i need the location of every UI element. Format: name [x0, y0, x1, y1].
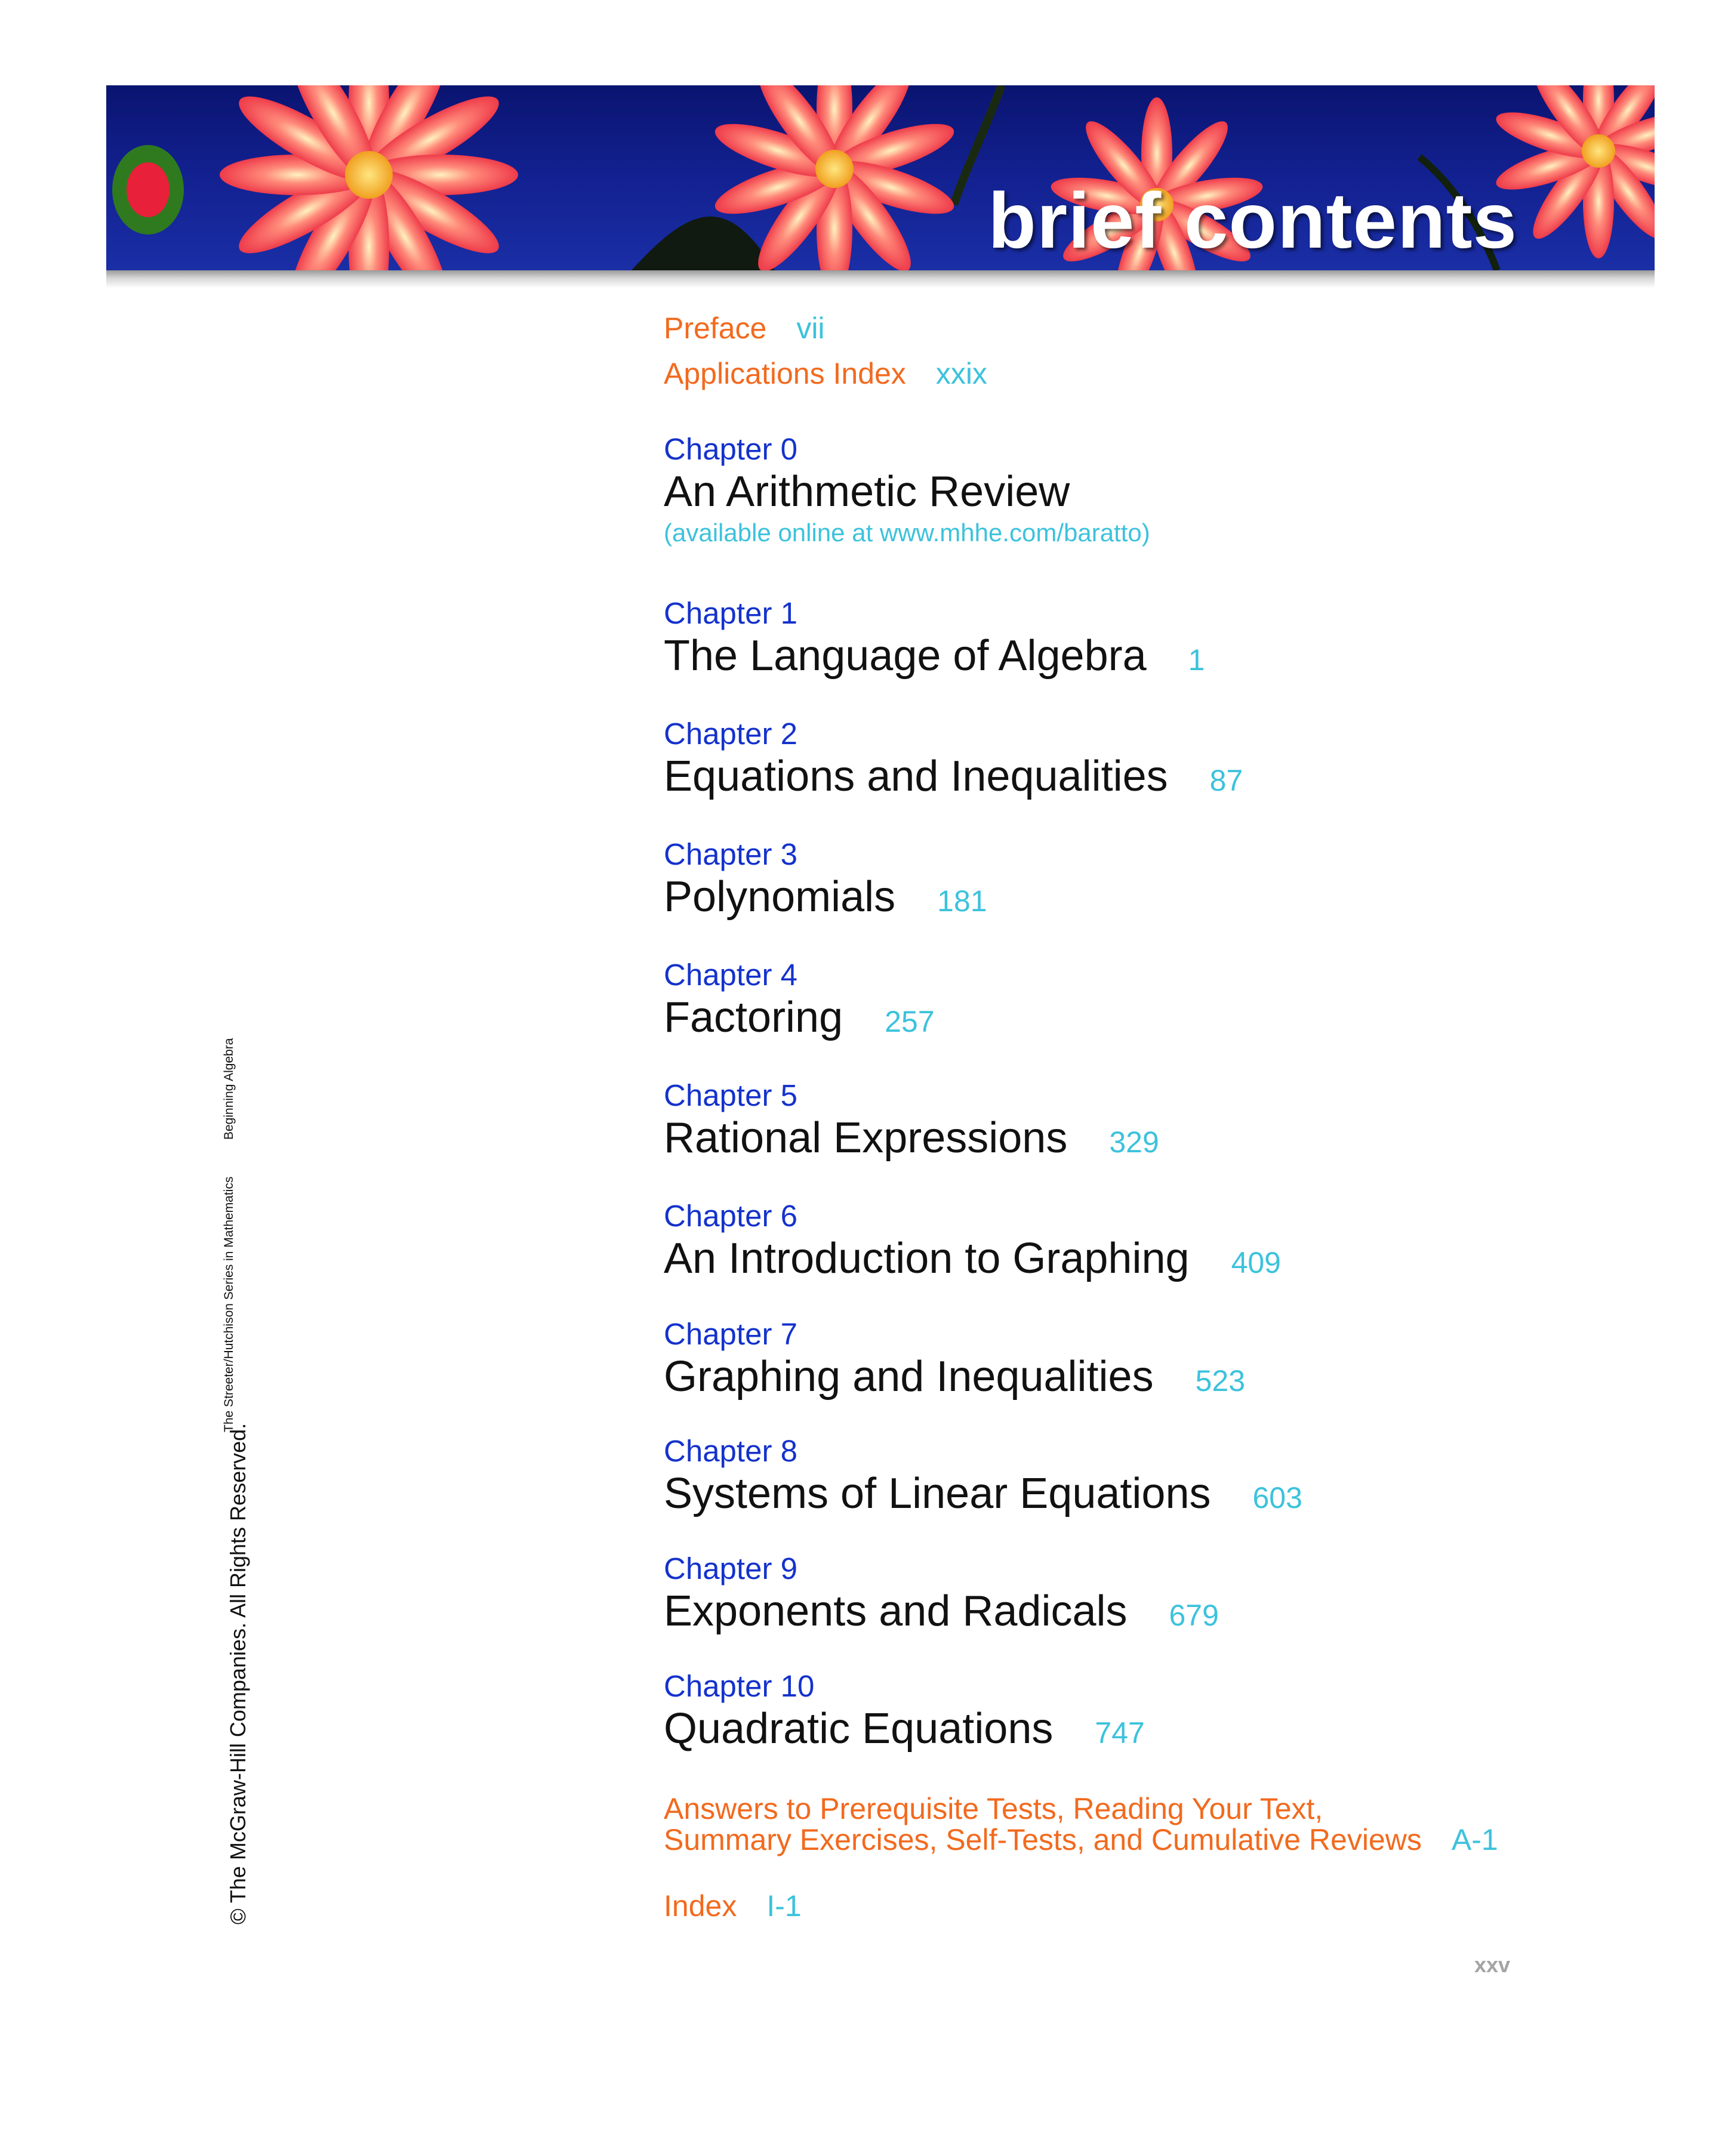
header-banner [106, 85, 1655, 270]
index-page-number: I-1 [766, 1889, 802, 1923]
toc-entry-index[interactable] [664, 1888, 802, 1935]
chapter-title: Quadratic Equations [664, 1705, 1054, 1753]
toc-entry-chapter-3[interactable] [664, 838, 987, 927]
toc-entry-chapter-6[interactable] [664, 1199, 1281, 1288]
toc-page-number: xxix [935, 357, 987, 390]
chapter-number: Chapter 6 [664, 1199, 797, 1233]
chapter-title: The Language of Algebra [664, 632, 1147, 680]
chapter-page-number: 603 [1252, 1481, 1302, 1515]
chapter-page-number: 523 [1195, 1364, 1246, 1398]
chapter-title: An Arithmetic Review [664, 468, 1070, 516]
answers-label-line-1: Answers to Prerequisite Tests, Reading Your Text, [664, 1792, 1323, 1825]
chapter-note: (available online at www.mhhe.com/baratto) [664, 519, 1150, 547]
banner-shadow [106, 270, 1655, 288]
toc-label: Applications Index [664, 357, 906, 390]
page-folio: xxv [1474, 1953, 1511, 1977]
chapter-number: Chapter 3 [664, 837, 797, 871]
toc-entry-preface[interactable] [664, 310, 825, 357]
chapter-title: Polynomials [664, 873, 896, 921]
chapter-title: Systems of Linear Equations [664, 1470, 1211, 1517]
toc-entry-chapter-7[interactable] [664, 1318, 1245, 1407]
toc-entry-chapter-4[interactable] [664, 958, 935, 1047]
toc-entry-chapter-8[interactable] [664, 1435, 1302, 1523]
page-title: brief contents [988, 177, 1517, 264]
chapter-page-number: 747 [1095, 1716, 1145, 1750]
chapter-page-number: 87 [1209, 764, 1243, 797]
copyright-notice: © The McGraw-Hill Companies. All Rights Reserved. [226, 1423, 250, 1924]
toc-entry-chapter-9[interactable] [664, 1552, 1219, 1641]
chapter-title: An Introduction to Graphing [664, 1235, 1190, 1282]
chapter-number: Chapter 1 [664, 596, 797, 630]
chapter-number: Chapter 2 [664, 717, 797, 751]
chapter-number: Chapter 4 [664, 958, 797, 992]
book-title: Beginning Algebra [222, 1038, 236, 1140]
toc-entry-chapter-0[interactable] [664, 433, 1150, 547]
chapter-title: Equations and Inequalities [664, 752, 1168, 800]
toc-entry-chapter-1[interactable] [664, 597, 1205, 686]
chapter-number: Chapter 8 [664, 1434, 797, 1468]
index-label: Index [664, 1889, 737, 1923]
chapter-number: Chapter 10 [664, 1669, 815, 1703]
toc-entry-chapter-2[interactable] [664, 717, 1243, 806]
answers-page-number: A-1 [1451, 1823, 1498, 1856]
toc-entry-answers[interactable] [664, 1793, 1498, 1855]
chapter-page-number: 409 [1231, 1246, 1281, 1279]
chapter-page-number: 181 [937, 884, 987, 918]
chapter-number: Chapter 0 [664, 432, 797, 466]
chapter-title: Factoring [664, 994, 843, 1041]
chapter-page-number: 329 [1109, 1125, 1159, 1159]
toc-entry-chapter-5[interactable] [664, 1079, 1159, 1168]
chapter-page-number: 257 [885, 1005, 935, 1038]
chapter-number: Chapter 5 [664, 1078, 797, 1112]
chapter-number: Chapter 7 [664, 1317, 797, 1351]
chapter-title: Exponents and Radicals [664, 1587, 1128, 1635]
toc-label: Preface [664, 311, 767, 345]
chapter-title: Rational Expressions [664, 1114, 1068, 1162]
answers-label-line-2: Summary Exercises, Self-Tests, and Cumulative Reviews [664, 1823, 1422, 1856]
chapter-page-number: 1 [1188, 643, 1205, 677]
chapter-number: Chapter 9 [664, 1552, 797, 1586]
toc-entry-chapter-10[interactable] [664, 1670, 1145, 1759]
chapter-page-number: 679 [1169, 1599, 1219, 1632]
series-name: The Streeter/Hutchison Series in Mathematics [222, 1176, 236, 1432]
toc-page-number: vii [796, 311, 825, 345]
chapter-title: Graphing and Inequalities [664, 1353, 1154, 1401]
toc-entry-applications-index[interactable] [664, 356, 987, 402]
